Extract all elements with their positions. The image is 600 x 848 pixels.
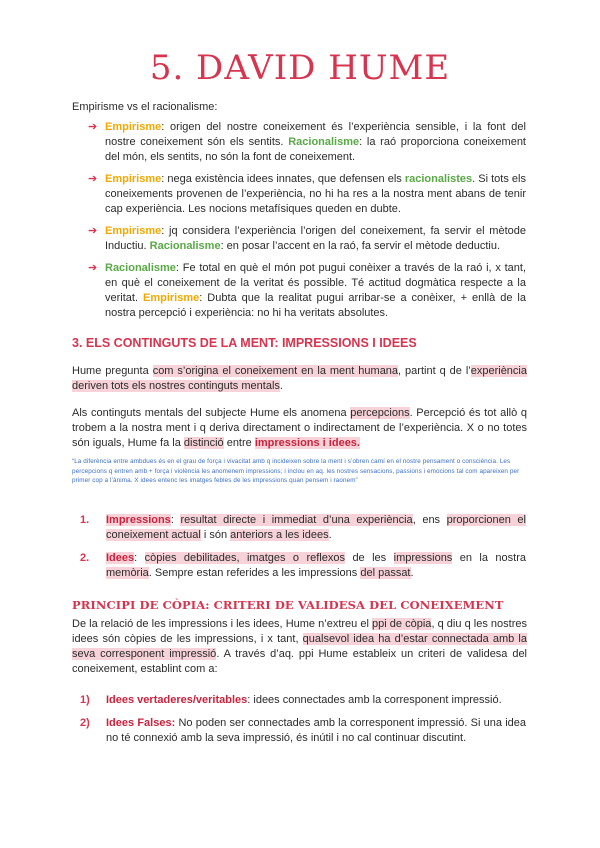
term-impressions: Impressions [106,514,171,526]
term-racionalisme: Racionalisme [149,240,221,252]
highlight: proporcionen el coneixement actual [106,514,526,541]
highlight: distinció [183,437,224,449]
text: No poden ser connectades amb la corresponent impressió. Si una idea no té connexió amb la seva impressió, és inútil i no cal continuar discutint. [106,717,527,744]
item-text: : nega existència idees innates, que defensen els [161,173,405,185]
text: . A través d’aq. ppi Hume estableix un criteri de validesa del coneixement, establint com a: [72,648,528,675]
item-text: : Dubta que la realitat pugui arribar-se a conèixer, + enllà de la nostra percepció i experiència: no hi ha veritats absolutes. [105,292,526,319]
term-idees-falses: Idees Falses: [106,717,176,729]
text: Als continguts mentals del subjecte Hume els anomena [72,407,351,419]
text: : idees connectades amb la corresponent impressió. [247,694,502,706]
arrow-icon: ➔ [88,225,98,237]
arrow-icon: ➔ [88,173,98,185]
text: . [279,380,283,392]
arrow-icon: ➔ [88,121,98,133]
text: : [134,552,145,564]
paragraph-origen [72,364,527,394]
text: Hume pregunta [72,365,153,377]
intro-line: Empirisme vs el racionalisme: [72,101,218,113]
highlight: qualsevol idea ha d’estar connectada amb la seva corresponent impressió [72,633,527,660]
list-item [88,120,526,165]
item-number: 2. [80,552,90,564]
term-empirisme: Empirisme [105,225,162,237]
item-text: : en posar l’accent en la raó, fa servir el mètode deductiu. [220,240,500,252]
list-item [80,513,526,543]
comparison-list [88,120,526,328]
highlight: del passat [360,567,411,579]
text: , ens [412,514,447,526]
term-empirisme: Empirisme [143,292,200,304]
item-number: 1) [80,694,90,706]
highlight: impressions [393,552,453,564]
text: . Sempre estan referides a les impressions [148,567,361,579]
highlight: còpies debilitades, imatges o reflexos [144,552,345,564]
paragraph-percepcions [72,406,527,451]
term-racionalistes: racionalistes [404,173,473,185]
highlight: ppi de còpia [372,618,432,630]
list-item [88,261,526,321]
text: entre [223,437,255,449]
text: , partint q de l’ [398,365,471,377]
highlight: com s’origina el coneixement en la ment humana [152,365,399,377]
item-text: . Si tots els coneixements provenen de l’experiència, no hi ha res a la nostra ment abans de tenir cap experiència. Les nocions metafísiques queden en dubte. [105,173,526,215]
text: : [170,514,181,526]
highlight-bold: impressions i idees. [254,437,360,449]
text: de les [345,552,394,564]
hume-quote: “La diferència entre ambdues és en el grau de força i vivacitat amb q incideixen sobre la ment i s’obren camí en el nostre pensament o consciència. Les percepcions q entren amb + força i violència les anomenem impressions; i inclou en aq. les nostres sensacions, passions i emocions tal com apareixen per primer cop a l’ànima. X idees entenc les imatges febles de les impressions quan pensem i raonem” [72,458,520,484]
highlight: experiència deriven tots els nostres continguts mentals [72,365,527,392]
list-item [80,716,526,746]
page-title: 5. DAVID HUME [149,48,451,88]
text: , q diu q les nostres idees són còpies de les impressions, i x tant, [72,618,528,645]
list-item [80,693,526,708]
item-number: 2) [80,717,90,729]
text: . [328,529,332,541]
item-text: : Fe total en què el món pot pugui conèixer a través de la raó i, x tant, en què el coneixement de la veritat és possible. Té actitud dogmàtica respecte a la veritat. [105,262,526,304]
item-text: : origen del nostre coneixement és l’experiència sensible, i la font del nostre coneixement són els sentits. [105,121,526,148]
idees-validesa-list [80,693,526,754]
term-idees: Idees [106,552,135,564]
term-empirisme: Empirisme [105,121,162,133]
text: . [410,567,414,579]
item-number: 1. [80,514,90,526]
section-heading-principi: PRINCIPI DE CÒPIA: CRITERI DE VALIDESA DEL CONEIXEMENT [72,598,504,612]
list-item [80,551,526,581]
list-item [88,224,526,254]
item-text: : jq considera l’experiència l’origen del coneixement, fa servir el mètode Inductiu. [105,225,526,252]
highlight: memòria [106,567,149,579]
text: en la nostra [452,552,526,564]
highlight: anteriors a les idees [230,529,329,541]
impressions-ideas-list [80,513,526,589]
term-racionalisme: Racionalisme [105,262,176,274]
term-empirisme: Empirisme [105,173,162,185]
arrow-icon: ➔ [88,262,98,274]
item-text: : la raó proporciona coneixement del món, els sentits, no són la font de coneixement. [105,136,526,163]
term-racionalisme: Racionalisme [288,136,360,148]
highlight: resultat directe i immediat d’una experiència [180,514,413,526]
highlight: percepcions [350,407,410,419]
list-item [88,172,526,217]
paragraph-principi [72,617,527,677]
section-heading-continguts: 3. ELS CONTINGUTS DE LA MENT: IMPRESSIONS I IDEES [72,336,417,350]
text: . Percepció és tot allò q trobem a la nostra ment i q deriva directament o indirectament de l’experiència. X o no totes són iguals, Hume fa la [72,407,527,449]
text: i són [200,529,231,541]
term-idees-vertaderes: Idees vertaderes/veritables [106,694,248,706]
text: De la relació de les impressions i les idees, Hume n’extreu el [72,618,373,630]
